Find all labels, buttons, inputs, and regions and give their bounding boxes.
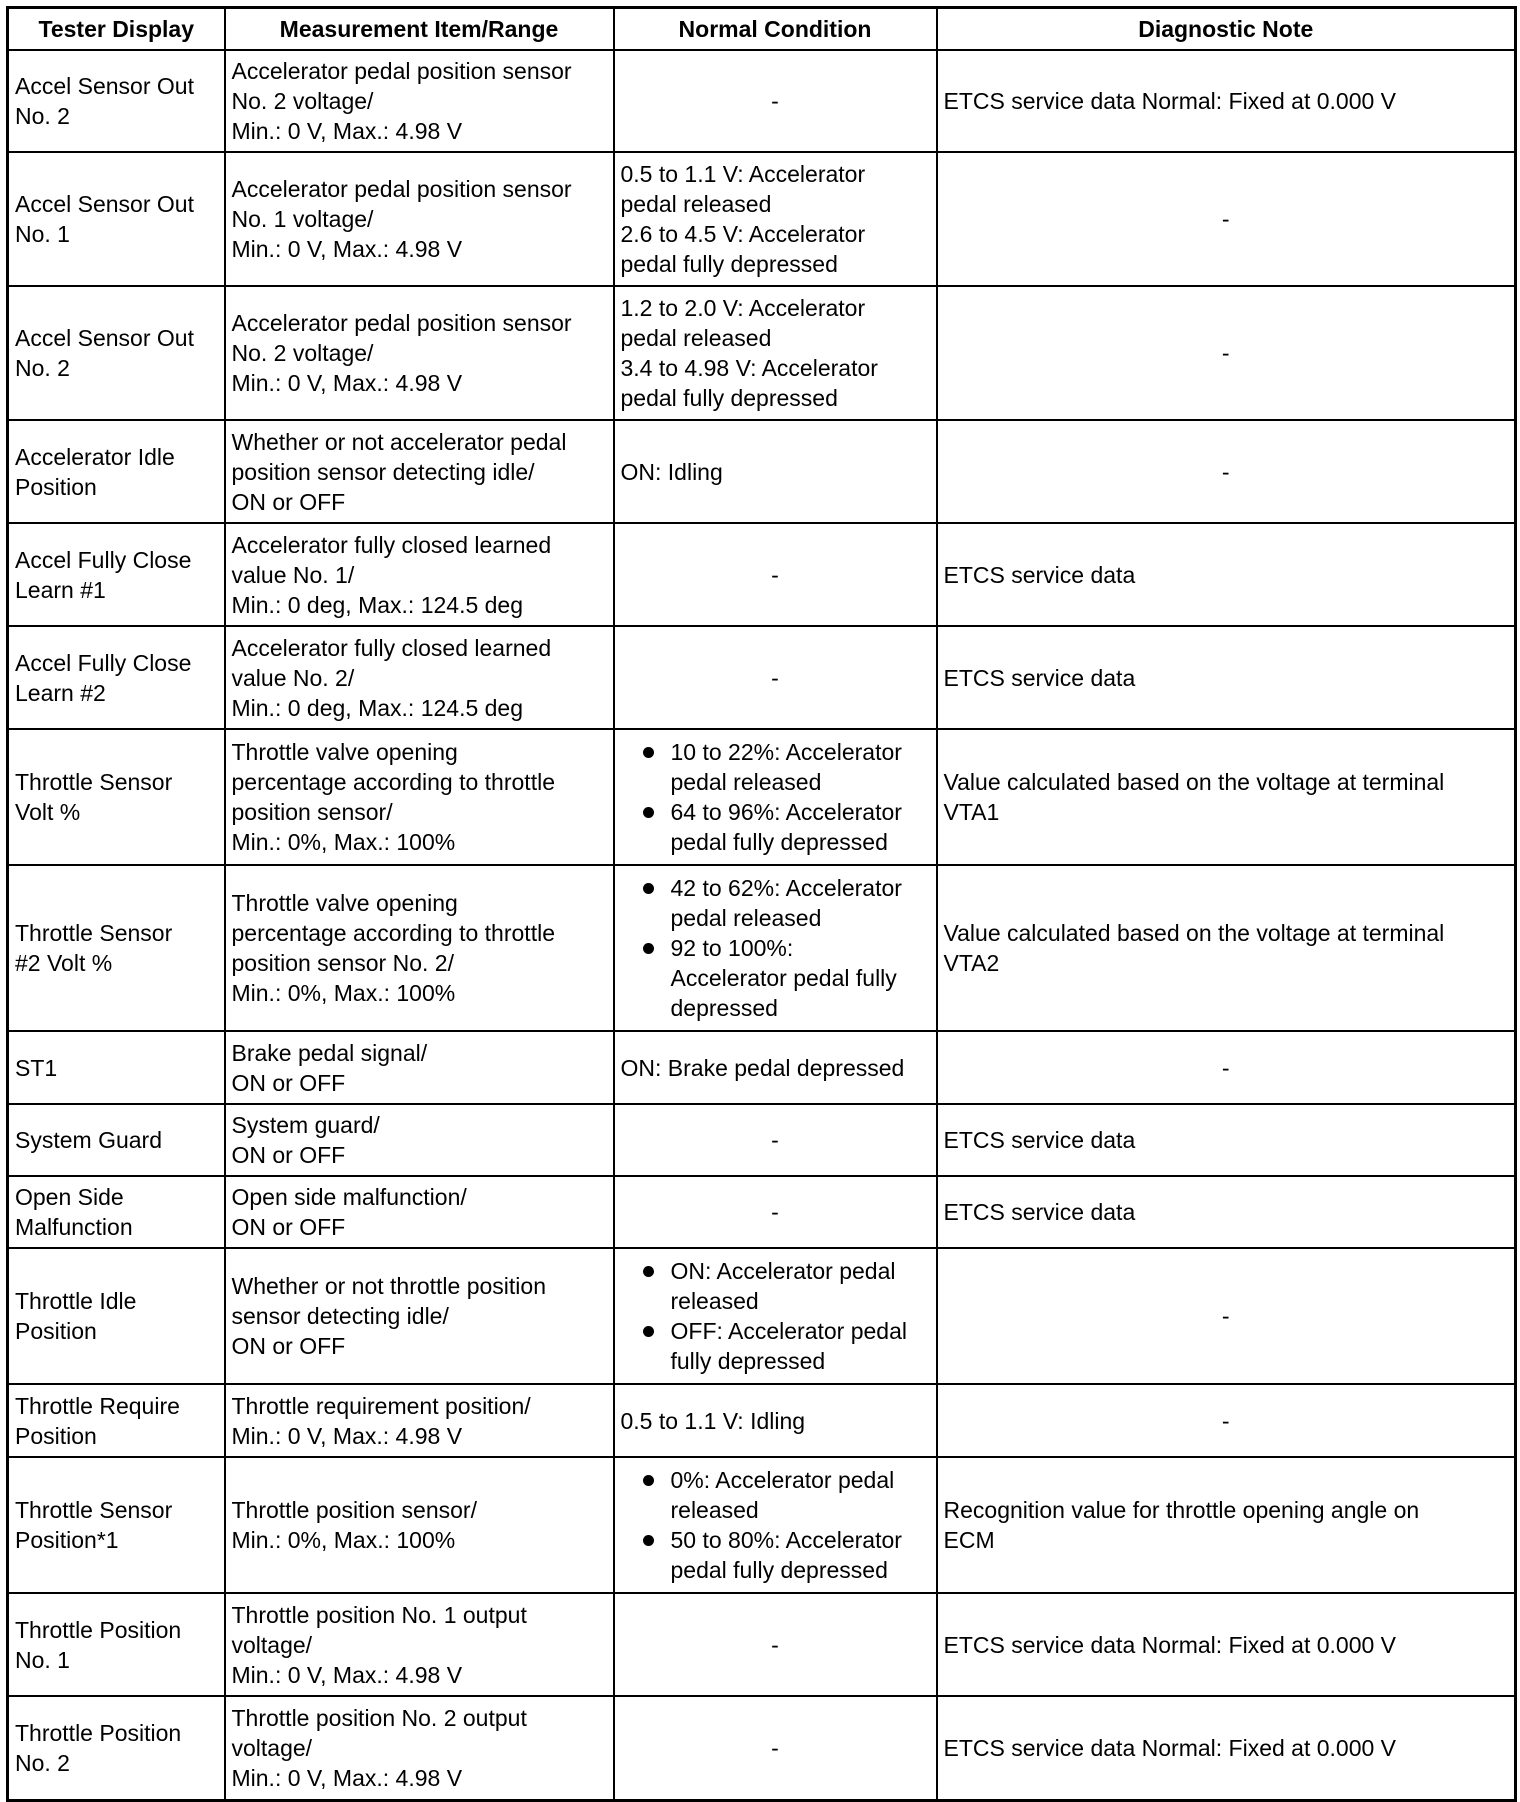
cell-diagnostic-note [937, 523, 1516, 626]
cell-line: No. 2 voltage/ [231, 340, 374, 366]
cell-line: Min.: 0%, Max.: 100% [231, 1527, 456, 1553]
cell-line: 92 to 100%: [670, 935, 794, 961]
cell-line: ON or OFF [231, 1069, 346, 1096]
cell-line: Value calculated based on the voltage at terminal [943, 920, 1445, 946]
table-row [8, 1384, 1516, 1457]
cell-line: 0.5 to 1.1 V: Idling [620, 1407, 806, 1434]
cell-line: Throttle valve opening [231, 739, 458, 765]
cell-line: Accel Fully Close [15, 649, 192, 676]
cell-line: 0.5 to 1.1 V: Accelerator [620, 161, 866, 187]
cell-line: Throttle position sensor/ [231, 1497, 477, 1523]
cell-line: Open side malfunction/ [231, 1184, 467, 1210]
cell-line: Accelerator fully closed learned [231, 531, 552, 558]
cell-diagnostic-note: - [937, 286, 1516, 420]
cell-normal-condition [614, 1248, 937, 1384]
cell-line: 0%: Accelerator pedal [670, 1467, 895, 1493]
cell-line: pedal released [670, 905, 822, 931]
cell-measurement-item [225, 523, 614, 626]
cell-line: ON or OFF [231, 1333, 346, 1359]
cell-line: ETCS service data [943, 1199, 1136, 1225]
cell-measurement-item [225, 1593, 614, 1696]
table-row [8, 1593, 1516, 1696]
cell-line: depressed [670, 995, 778, 1021]
table-row [8, 626, 1516, 729]
cell-measurement-item [225, 286, 614, 420]
cell-line: percentage according to throttle [231, 769, 555, 795]
cell-normal-condition [614, 865, 937, 1031]
cell-diagnostic-note [937, 729, 1516, 865]
cell-line: Min.: 0%, Max.: 100% [231, 829, 456, 855]
cell-line: Min.: 0 V, Max.: 4.98 V [231, 370, 463, 396]
cell-line: ETCS service data [943, 1127, 1136, 1153]
cell-tester-display [8, 1104, 225, 1176]
cell-line: Accel Sensor Out [15, 191, 194, 217]
cell-line: sensor detecting idle/ [231, 1303, 449, 1329]
cell-line: 1.2 to 2.0 V: Accelerator [620, 295, 866, 321]
cell-line: Throttle Require [15, 1392, 180, 1419]
cell-normal-condition [614, 729, 937, 865]
table-row [8, 50, 1516, 152]
cell-diagnostic-note: - [937, 1248, 1516, 1384]
cell-line: Recognition value for throttle opening angle on [943, 1497, 1420, 1523]
cell-measurement-item [225, 1457, 614, 1593]
cell-line: ECM [943, 1527, 995, 1553]
cell-line: Learn #1 [15, 576, 106, 603]
cell-line: value No. 1/ [231, 561, 355, 588]
cell-diagnostic-note [937, 1176, 1516, 1248]
cell-tester-display [8, 1593, 225, 1696]
table-body [8, 50, 1516, 1800]
cell-line: pedal released [620, 325, 772, 351]
cell-tester-display [8, 523, 225, 626]
cell-line: Position*1 [15, 1527, 119, 1553]
cell-measurement-item [225, 420, 614, 523]
cell-line: OFF: Accelerator pedal [670, 1318, 907, 1344]
cell-diagnostic-note: - [937, 1384, 1516, 1457]
cell-tester-display [8, 729, 225, 865]
cell-diagnostic-note [937, 1457, 1516, 1593]
cell-tester-display [8, 1384, 225, 1457]
bullet-list [621, 1465, 930, 1585]
cell-measurement-item [225, 1104, 614, 1176]
table-row [8, 865, 1516, 1031]
data-list-table [6, 6, 1517, 1802]
cell-line: Throttle Sensor [15, 920, 173, 946]
table-row [8, 523, 1516, 626]
cell-line: Throttle position No. 1 output [231, 1601, 527, 1628]
cell-diagnostic-note [937, 626, 1516, 729]
cell-tester-display [8, 1176, 225, 1248]
cell-line: Volt % [15, 799, 81, 825]
cell-line: Min.: 0%, Max.: 100% [231, 980, 456, 1006]
cell-diagnostic-note [937, 50, 1516, 152]
cell-line: System Guard [15, 1127, 162, 1153]
bullet-item [621, 1316, 930, 1376]
table-row [8, 152, 1516, 286]
cell-line: 42 to 62%: Accelerator [670, 875, 902, 901]
table-row [8, 1104, 1516, 1176]
cell-line: pedal fully depressed [670, 1557, 888, 1583]
cell-line: pedal fully depressed [670, 829, 888, 855]
cell-measurement-item [225, 1031, 614, 1104]
cell-diagnostic-note: - [937, 1031, 1516, 1104]
cell-normal-condition: - [614, 1104, 937, 1176]
cell-line: VTA2 [943, 950, 1000, 976]
cell-line: Throttle requirement position/ [231, 1392, 531, 1419]
cell-line: ON or OFF [231, 1142, 346, 1168]
cell-line: Accelerator pedal fully [670, 965, 897, 991]
cell-line: ETCS service data [943, 664, 1136, 691]
cell-line: Whether or not throttle position [231, 1273, 546, 1299]
header-measurement-item: Measurement Item/Range [225, 8, 614, 51]
cell-line: pedal fully depressed [620, 251, 838, 277]
cell-line: ON or OFF [231, 488, 346, 515]
cell-line: pedal released [620, 191, 772, 217]
cell-line: No. 1 voltage/ [231, 206, 374, 232]
table-row [8, 1696, 1516, 1800]
cell-line: Position [15, 1318, 97, 1344]
cell-normal-condition: - [614, 1176, 937, 1248]
cell-line: voltage/ [231, 1734, 313, 1761]
bullet-list [621, 737, 930, 857]
cell-line: released [670, 1497, 759, 1523]
cell-line: Min.: 0 deg, Max.: 124.5 deg [231, 591, 524, 618]
cell-line: Open Side [15, 1184, 124, 1210]
cell-line: Min.: 0 deg, Max.: 124.5 deg [231, 694, 524, 721]
cell-line: Accel Sensor Out [15, 325, 194, 351]
cell-line: position sensor No. 2/ [231, 950, 454, 976]
cell-line: No. 2 voltage/ [231, 88, 374, 114]
cell-normal-condition [614, 1031, 937, 1104]
table-row [8, 420, 1516, 523]
cell-line: value No. 2/ [231, 664, 355, 691]
bullet-item [621, 933, 930, 1023]
cell-diagnostic-note [937, 1104, 1516, 1176]
cell-diagnostic-note [937, 1696, 1516, 1800]
cell-normal-condition: - [614, 1593, 937, 1696]
cell-tester-display [8, 1696, 225, 1800]
cell-line: Min.: 0 V, Max.: 4.98 V [231, 118, 463, 144]
cell-diagnostic-note: - [937, 420, 1516, 523]
cell-measurement-item [225, 50, 614, 152]
cell-line: pedal released [670, 769, 822, 795]
bullet-item [621, 1525, 930, 1585]
cell-normal-condition: - [614, 523, 937, 626]
cell-line: percentage according to throttle [231, 920, 555, 946]
cell-line: System guard/ [231, 1112, 380, 1138]
cell-line: #2 Volt % [15, 950, 113, 976]
cell-line: Min.: 0 V, Max.: 4.98 V [231, 1661, 463, 1688]
cell-measurement-item [225, 1696, 614, 1800]
cell-measurement-item [225, 152, 614, 286]
cell-line: Throttle Position [15, 1616, 182, 1643]
cell-line: Throttle Idle [15, 1288, 137, 1314]
cell-line: No. 2 [15, 355, 70, 381]
cell-line: Accel Fully Close [15, 546, 192, 573]
cell-tester-display [8, 1457, 225, 1593]
cell-tester-display [8, 1031, 225, 1104]
cell-line: Learn #2 [15, 679, 106, 706]
cell-normal-condition [614, 1457, 937, 1593]
cell-line: Malfunction [15, 1214, 133, 1240]
cell-line: Throttle position No. 2 output [231, 1704, 527, 1731]
header-normal-condition: Normal Condition [614, 8, 937, 51]
cell-line: ON: Brake pedal depressed [620, 1054, 905, 1081]
table-row [8, 729, 1516, 865]
cell-tester-display [8, 286, 225, 420]
cell-line: Accelerator pedal position sensor [231, 310, 572, 336]
cell-tester-display [8, 420, 225, 523]
cell-line: 3.4 to 4.98 V: Accelerator [620, 355, 878, 381]
cell-normal-condition: - [614, 50, 937, 152]
cell-tester-display [8, 865, 225, 1031]
cell-line: Accelerator pedal position sensor [231, 58, 572, 84]
cell-line: ETCS service data [943, 561, 1136, 588]
cell-line: Min.: 0 V, Max.: 4.98 V [231, 1422, 463, 1449]
cell-line: Throttle Position [15, 1719, 182, 1746]
cell-line: Accelerator Idle [15, 443, 175, 470]
cell-line: 2.6 to 4.5 V: Accelerator [620, 221, 866, 247]
cell-tester-display [8, 50, 225, 152]
cell-line: No. 1 [15, 1646, 70, 1673]
cell-diagnostic-note [937, 1593, 1516, 1696]
table-row [8, 286, 1516, 420]
cell-line: Accelerator pedal position sensor [231, 176, 572, 202]
cell-measurement-item [225, 865, 614, 1031]
cell-normal-condition: - [614, 1696, 937, 1800]
cell-line: ETCS service data Normal: Fixed at 0.000 V [943, 88, 1397, 114]
cell-line: Min.: 0 V, Max.: 4.98 V [231, 1764, 463, 1791]
header-tester-display: Tester Display [8, 8, 225, 51]
cell-line: Throttle Sensor [15, 1497, 173, 1523]
cell-line: Throttle Sensor [15, 769, 173, 795]
cell-line: Position [15, 1422, 97, 1449]
cell-line: ST1 [15, 1054, 58, 1081]
cell-line: 64 to 96%: Accelerator [670, 799, 902, 825]
cell-line: ETCS service data Normal: Fixed at 0.000 V [943, 1631, 1397, 1658]
cell-line: Whether or not accelerator pedal [231, 428, 567, 455]
cell-line: ON: Idling [620, 458, 723, 485]
cell-measurement-item [225, 626, 614, 729]
cell-line: ON or OFF [231, 1214, 346, 1240]
table-row [8, 1457, 1516, 1593]
cell-measurement-item [225, 1176, 614, 1248]
cell-line: Brake pedal signal/ [231, 1039, 428, 1066]
cell-line: 10 to 22%: Accelerator [670, 739, 902, 765]
cell-line: Min.: 0 V, Max.: 4.98 V [231, 236, 463, 262]
table-row [8, 1176, 1516, 1248]
cell-line: Position [15, 473, 97, 500]
data-list-sheet [6, 6, 1517, 1802]
cell-line: Accel Sensor Out [15, 73, 194, 99]
header-row [8, 8, 1516, 51]
cell-normal-condition [614, 152, 937, 286]
cell-line: position sensor detecting idle/ [231, 458, 535, 485]
bullet-item [621, 873, 930, 933]
cell-line: Throttle valve opening [231, 890, 458, 916]
cell-tester-display [8, 626, 225, 729]
cell-tester-display [8, 152, 225, 286]
cell-line: voltage/ [231, 1631, 313, 1658]
cell-normal-condition [614, 420, 937, 523]
cell-diagnostic-note: - [937, 152, 1516, 286]
cell-line: No. 1 [15, 221, 70, 247]
bullet-item [621, 797, 930, 857]
cell-tester-display [8, 1248, 225, 1384]
cell-line: pedal fully depressed [620, 385, 838, 411]
cell-line: VTA1 [943, 799, 1000, 825]
cell-line: No. 2 [15, 103, 70, 129]
cell-line: No. 2 [15, 1749, 70, 1776]
cell-normal-condition: - [614, 626, 937, 729]
cell-line: released [670, 1288, 759, 1314]
bullet-item [621, 737, 930, 797]
cell-line: ON: Accelerator pedal [670, 1258, 896, 1284]
cell-line: position sensor/ [231, 799, 393, 825]
bullet-item [621, 1465, 930, 1525]
cell-measurement-item [225, 1248, 614, 1384]
cell-diagnostic-note [937, 865, 1516, 1031]
cell-normal-condition [614, 286, 937, 420]
header-diagnostic-note: Diagnostic Note [937, 8, 1516, 51]
cell-line: ETCS service data Normal: Fixed at 0.000 V [943, 1734, 1397, 1761]
cell-line: Value calculated based on the voltage at terminal [943, 769, 1445, 795]
cell-measurement-item [225, 1384, 614, 1457]
bullet-item [621, 1256, 930, 1316]
table-row [8, 1248, 1516, 1384]
cell-line: fully depressed [670, 1348, 826, 1374]
cell-normal-condition [614, 1384, 937, 1457]
bullet-list [621, 1256, 930, 1376]
cell-line: 50 to 80%: Accelerator [670, 1527, 902, 1553]
bullet-list [621, 873, 930, 1023]
cell-line: Accelerator fully closed learned [231, 634, 552, 661]
cell-measurement-item [225, 729, 614, 865]
table-row [8, 1031, 1516, 1104]
